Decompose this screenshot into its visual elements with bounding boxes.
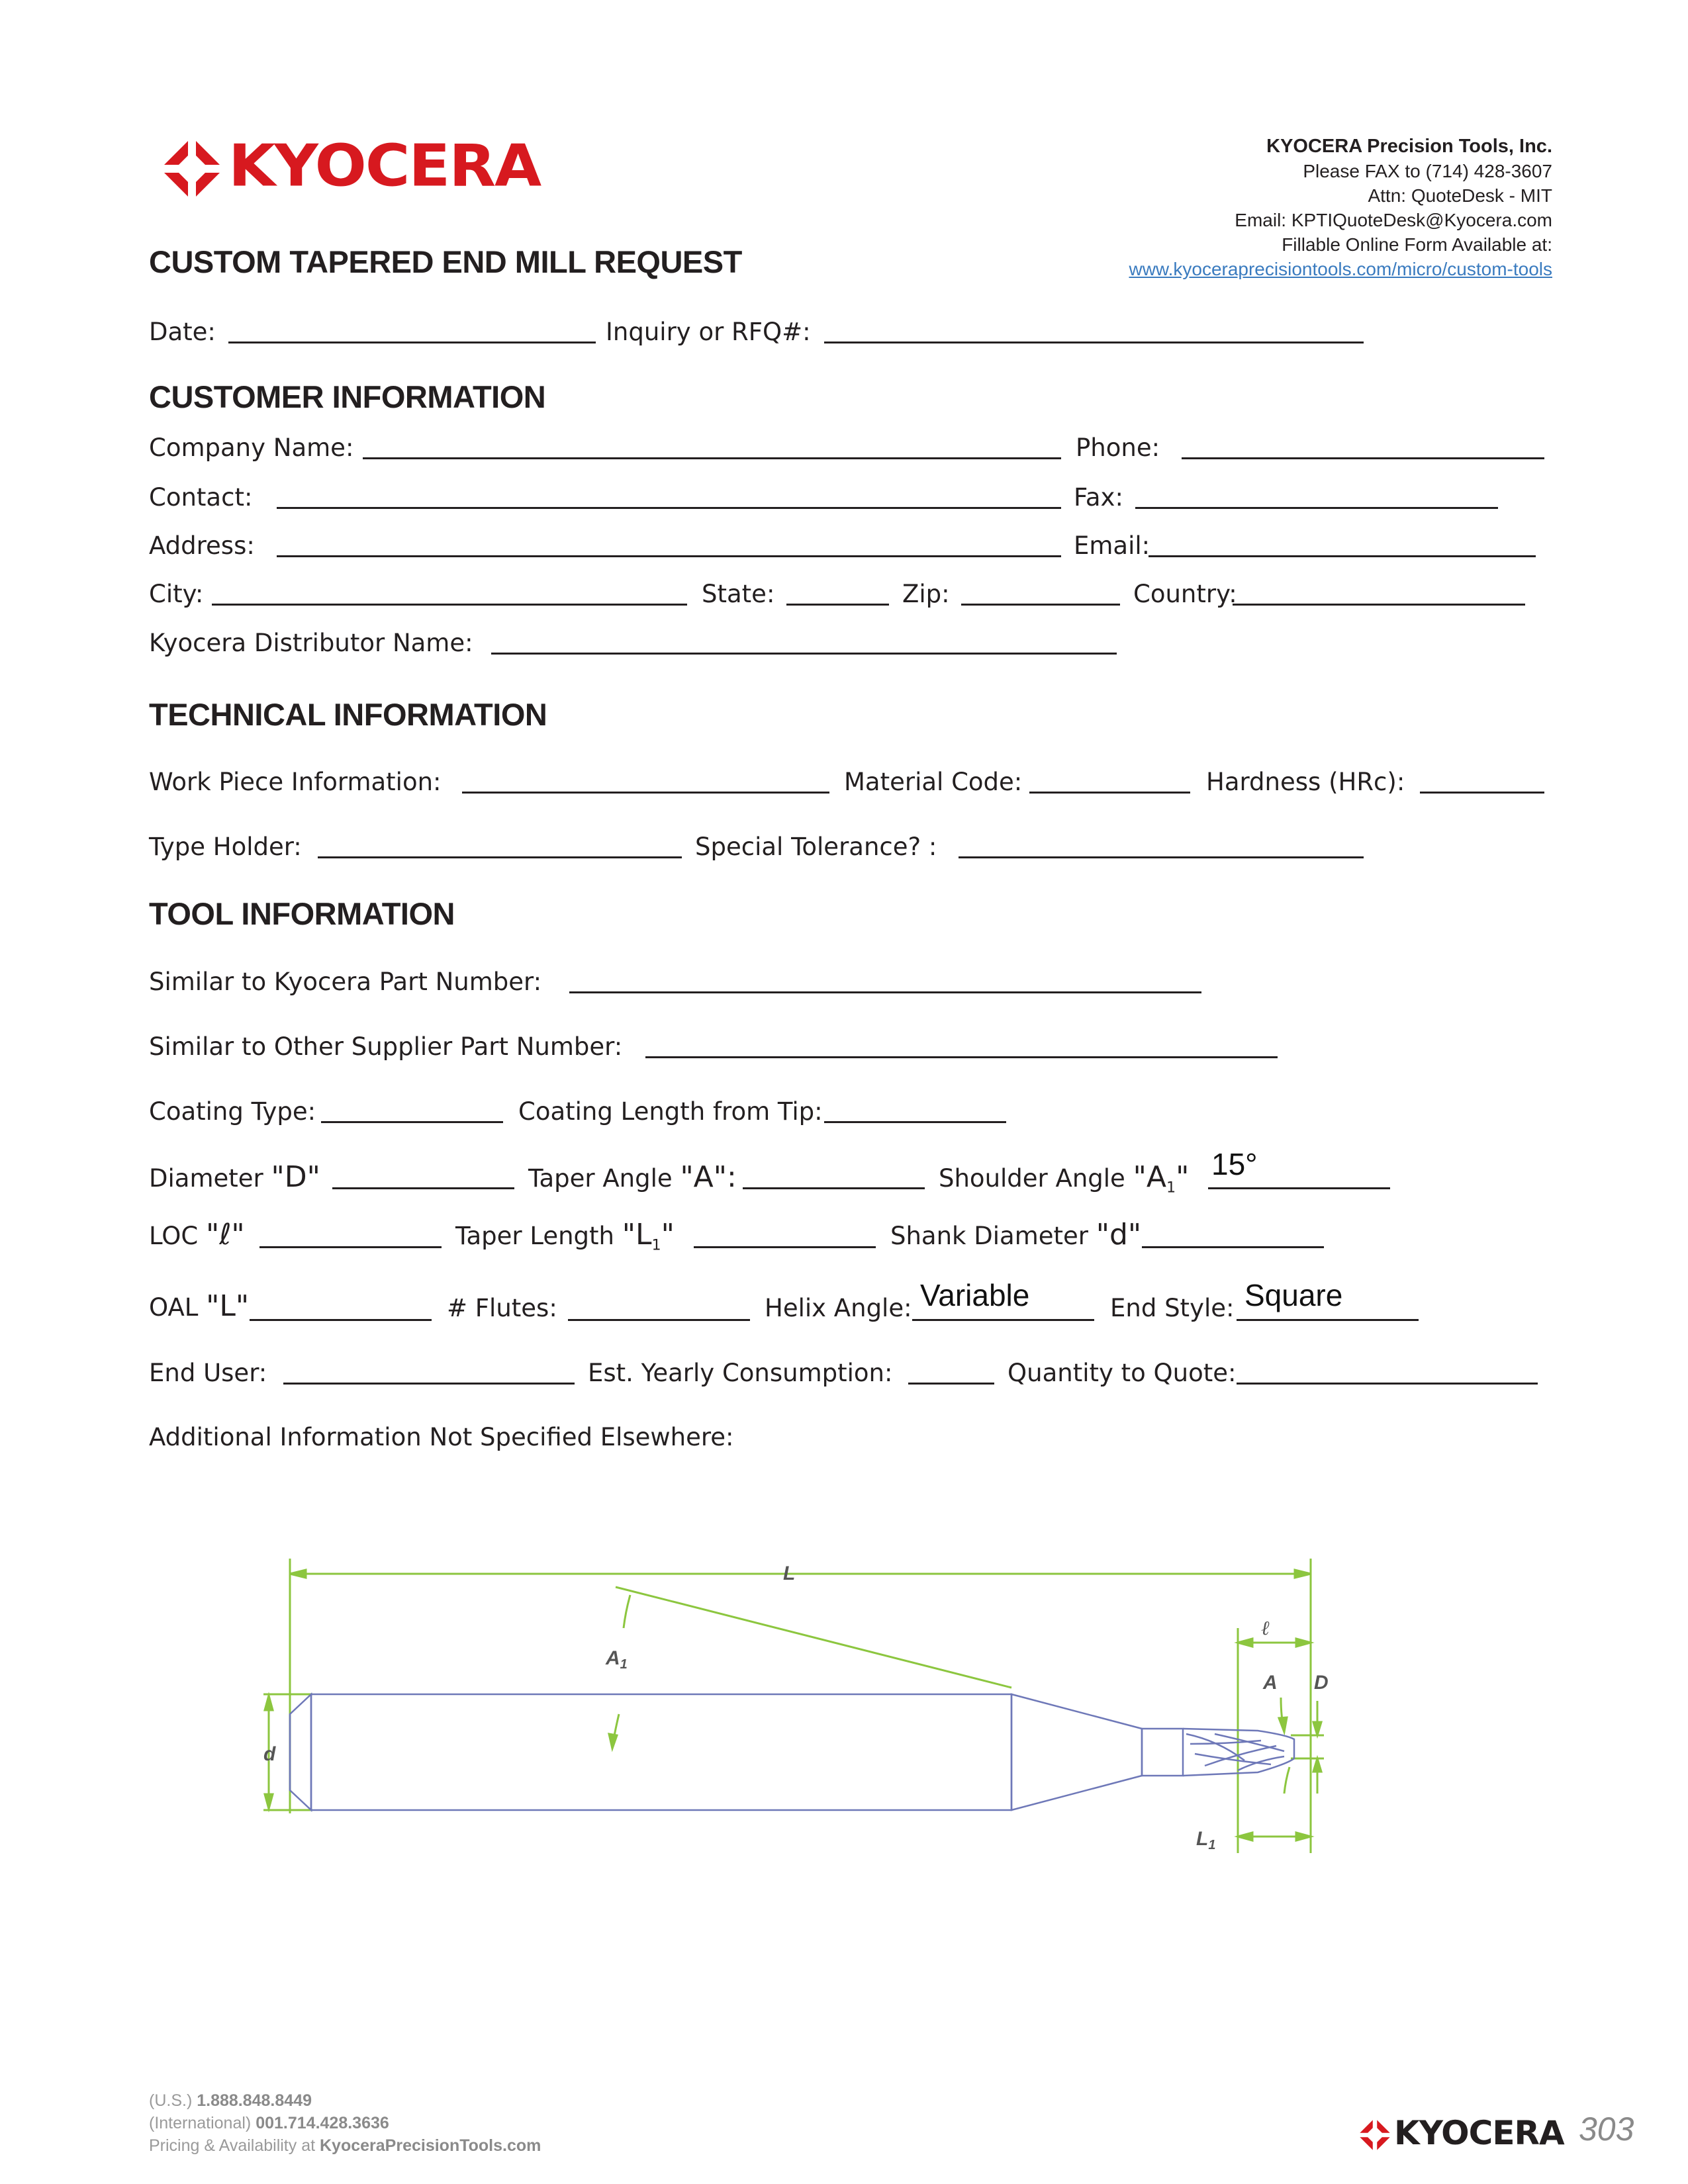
footer-pricing-label: Pricing & Availability at [149,2136,320,2155]
similar-kyocera-label: Similar to Kyocera Part Number: [149,968,542,996]
hardness-label: Hardness (HRc): [1206,768,1405,796]
inquiry-field[interactable] [824,341,1364,343]
taper-length-label-text: Taper Length [455,1222,622,1250]
taper-length-field[interactable] [694,1246,876,1248]
type-holder-field[interactable] [318,856,682,858]
kyocera-logo [159,132,541,202]
helix-angle-label: Helix Angle: [765,1294,912,1322]
helix-angle-value: Variable [920,1278,1030,1312]
diagram-L1-label: $L_1$ [1196,1828,1216,1852]
shoulder-angle-label-text: Shoulder Angle [939,1164,1133,1193]
state-label: State: [702,580,775,608]
additional-info-label: Additional Information Not Specified Elsewhere: [149,1423,734,1451]
quantity-label: Quantity to Quote: [1008,1359,1237,1387]
footer-intl-phone [149,2114,389,2133]
oal-field[interactable] [250,1319,432,1321]
similar-other-label: Similar to Other Supplier Part Number: [149,1032,623,1061]
customer-section-heading: CUSTOMER INFORMATION [149,379,546,414]
taper-length-label [455,1218,675,1253]
footer-logo-mark-icon [1357,2117,1393,2153]
footer-site-link[interactable]: KyoceraPrecisionTools.com [320,2136,541,2155]
oal-symbol: "L" [206,1289,250,1323]
phone-field[interactable] [1182,457,1544,459]
country-field[interactable] [1233,604,1525,606]
inquiry-label: Inquiry or RFQ#: [606,318,811,346]
flutes-label: # Flutes: [447,1294,557,1322]
special-tolerance-field[interactable] [959,856,1364,858]
page-number: 303 [1579,2111,1634,2148]
diagram-ell-label: ℓ [1261,1617,1270,1640]
footer-logo-text: KYOCERA [1394,2114,1564,2152]
contact-field[interactable] [277,507,1061,509]
email-label: Email: [1074,531,1150,560]
contact-email: Email: KPTIQuoteDesk@Kyocera.com [1235,210,1552,230]
diagram-d-label: d [263,1743,276,1765]
oal-label [149,1289,249,1323]
dimension-lines [263,1559,1324,1853]
footer-intl-number: 001.714.428.3636 [256,2114,389,2132]
contact-online: Fillable Online Form Available at: [1282,234,1552,255]
fax-label: Fax: [1074,483,1123,512]
footer-pricing [149,2136,541,2156]
end-style-label: End Style: [1110,1294,1235,1322]
shank-diameter-label [890,1218,1141,1251]
shoulder-angle-close: " [1176,1160,1190,1194]
country-label: Country: [1133,580,1237,608]
shoulder-angle-field[interactable] [1208,1187,1390,1189]
address-field[interactable] [277,555,1061,557]
hardness-field[interactable] [1420,792,1544,794]
city-field[interactable] [212,604,687,606]
diagram-A-label: A [1263,1672,1278,1694]
city-label: City: [149,580,204,608]
diameter-label-text: Diameter [149,1164,271,1193]
zip-field[interactable] [961,604,1120,606]
shank-diameter-label-text: Shank Diameter [890,1222,1096,1250]
kyocera-logo-text: KYOCERA [228,132,541,200]
loc-label [149,1218,245,1251]
footer-us-label: (U.S.) [149,2091,197,2110]
end-mill-outline [290,1694,1294,1810]
phone-label: Phone: [1076,433,1160,462]
footer-us-number: 1.888.848.8449 [197,2091,312,2110]
oal-label-text: OAL [149,1293,207,1322]
coating-length-label: Coating Length from Tip: [518,1097,823,1126]
company-name-label: Company Name: [149,433,354,462]
shoulder-angle-subscript: 1 [1166,1179,1176,1197]
page-title: CUSTOM TAPERED END MILL REQUEST [149,244,742,279]
similar-other-field[interactable] [645,1056,1278,1058]
address-label: Address: [149,531,255,560]
material-code-label: Material Code: [844,768,1023,796]
date-field[interactable] [228,341,596,343]
end-user-label: End User: [149,1359,267,1387]
coating-length-field[interactable] [824,1121,1006,1123]
loc-label-text: LOC [149,1222,207,1250]
quantity-field[interactable] [1237,1383,1538,1385]
tool-diagram [252,1542,1337,1873]
contact-attn: Attn: QuoteDesk - MIT [1368,185,1552,206]
diagram-A1-label: $A_1$ [606,1647,628,1672]
helix-angle-field[interactable] [912,1319,1094,1321]
shank-diameter-field[interactable] [1142,1246,1324,1248]
shoulder-angle-value: 15° [1211,1147,1258,1181]
similar-kyocera-field[interactable] [569,991,1201,993]
diameter-symbol: "D" [271,1160,320,1194]
footer-kyocera-logo [1357,2114,1564,2154]
work-piece-label: Work Piece Information: [149,768,442,796]
contact-url-link[interactable]: www.kyoceraprecisiontools.com/micro/custom-tools [1129,259,1552,279]
diagram-L-label: L [783,1563,796,1584]
technical-section-heading: TECHNICAL INFORMATION [149,697,547,732]
taper-angle-field[interactable] [743,1187,925,1189]
date-label: Date: [149,318,216,346]
distributor-field[interactable] [491,653,1117,655]
company-name-field[interactable] [363,457,1061,459]
yearly-consumption-field[interactable] [908,1383,994,1385]
kyocera-logo-mark-icon [159,136,225,202]
diagram-D-label: D [1314,1672,1329,1694]
type-holder-label: Type Holder: [149,833,302,861]
state-field[interactable] [786,604,889,606]
special-tolerance-label: Special Tolerance? : [695,833,937,861]
loc-field[interactable] [259,1246,442,1248]
yearly-consumption-label: Est. Yearly Consumption: [588,1359,893,1387]
loc-symbol: "ℓ" [206,1218,245,1251]
work-piece-field[interactable] [462,792,829,794]
flutes-field[interactable] [568,1319,750,1321]
shoulder-angle-label [939,1160,1189,1196]
zip-label: Zip: [902,580,950,608]
contact-fax: Please FAX to (714) 428-3607 [1303,161,1552,181]
shank-diameter-symbol: "d" [1096,1218,1142,1251]
material-code-field[interactable] [1029,792,1190,794]
diameter-field[interactable] [332,1187,514,1189]
taper-angle-label-text: Taper Angle [528,1164,680,1193]
taper-angle-symbol: "A": [680,1160,737,1194]
taper-length-close: " [661,1218,675,1251]
end-style-value: Square [1244,1278,1343,1312]
email-field[interactable] [1149,555,1536,557]
contact-company: KYOCERA Precision Tools, Inc. [1266,136,1552,157]
footer-intl-label: (International) [149,2114,256,2132]
tool-section-heading: TOOL INFORMATION [149,896,455,931]
shoulder-angle-symbol: "A [1133,1160,1166,1194]
contact-label: Contact: [149,483,253,512]
footer-us-phone [149,2091,312,2111]
fax-field[interactable] [1135,507,1498,509]
taper-angle-label [528,1160,737,1194]
diameter-label [149,1160,320,1194]
end-user-field[interactable] [283,1383,575,1385]
taper-length-subscript: 1 [651,1236,661,1254]
coating-type-label: Coating Type: [149,1097,316,1126]
distributor-label: Kyocera Distributor Name: [149,629,473,657]
end-style-field[interactable] [1237,1319,1419,1321]
taper-length-symbol: "L [622,1218,652,1251]
coating-type-field[interactable] [321,1121,503,1123]
